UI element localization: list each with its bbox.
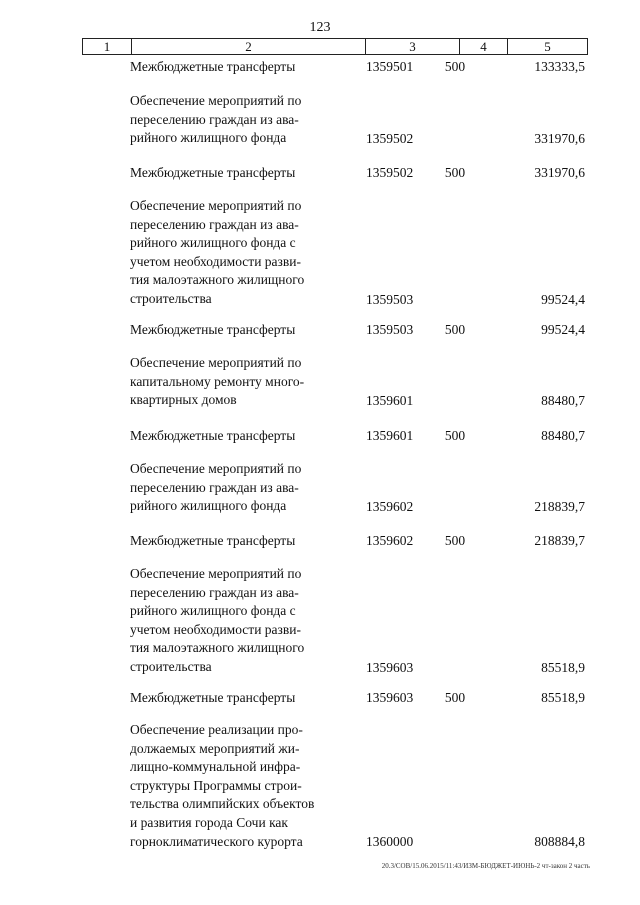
header-col-3: 3 [366,39,460,54]
row-name: Обеспечение мероприятий по переселению граждан из ава- рийного жилищного фонда [130,93,302,146]
row-amount: 88480,7 [541,393,585,408]
row-code: 1359601 [366,393,414,408]
row-name: Межбюджетные трансферты [130,533,296,548]
table-row [0,321,640,339]
table-row [0,58,640,76]
row-name: Обеспечение мероприятий по переселению граждан из ава- рийного жилищного фонда с учетом необходимости разви- тия малоэтажного жилищного строительства [130,566,305,674]
row-code: 1359601 [366,428,414,443]
row-code: 1359503 [366,292,414,307]
row-code: 1359602 [366,533,414,548]
row-amount: 88480,7 [541,428,585,443]
row-name: Межбюджетные трансферты [130,59,296,74]
row-amount: 331970,6 [534,131,585,146]
header-col-2: 2 [132,39,366,54]
row-code: 1359502 [366,131,414,146]
row-amount: 218839,7 [534,499,585,514]
row-type: 500 [444,428,466,443]
document-footer-reference: 20.3/СОВ/15.06.2015/11:43/ИЗМ-БЮДЖЕТ-ИЮНЬ-2 чт-закон 2 часть [381,862,590,870]
header-col-4: 4 [460,39,508,54]
row-amount: 808884,8 [534,834,585,849]
page-number: 123 [309,20,331,35]
row-amount: 133333,5 [534,59,585,74]
row-name: Обеспечение мероприятий по капитальному ремонту много- квартирных домов [130,355,305,408]
row-type: 500 [444,533,466,548]
row-type: 500 [444,690,466,705]
row-amount: 331970,6 [534,165,585,180]
row-name: Обеспечение мероприятий по переселению граждан из ава- рийного жилищного фонда с учетом необходимости разви- тия малоэтажного жилищного строительства [130,198,305,306]
row-name: Межбюджетные трансферты [130,322,296,337]
table-row [0,460,640,516]
row-code: 1359603 [366,660,414,675]
table-row [0,427,640,445]
row-amount: 99524,4 [541,322,585,337]
row-name: Межбюджетные трансферты [130,165,296,180]
row-code: 1359602 [366,499,414,514]
table-row [0,689,640,707]
table-row [0,197,640,309]
header-col-5: 5 [544,39,551,54]
row-amount: 85518,9 [541,690,585,705]
row-amount: 218839,7 [534,533,585,548]
row-type: 500 [444,322,466,337]
row-code: 1360000 [366,834,414,849]
table-row [0,721,640,851]
table-row [0,92,640,148]
row-type: 500 [444,165,466,180]
row-amount: 85518,9 [541,660,585,675]
row-code: 1359603 [366,690,414,705]
row-code: 1359502 [366,165,414,180]
row-amount: 99524,4 [541,292,585,307]
table-row [0,532,640,550]
row-name: Межбюджетные трансферты [130,690,296,705]
table-row [0,164,640,182]
row-name: Межбюджетные трансферты [130,428,296,443]
table-row [0,354,640,410]
header-col-1: 1 [83,39,132,54]
row-type: 500 [444,59,466,74]
row-code: 1359503 [366,322,414,337]
table-row [0,565,640,677]
row-code: 1359501 [366,59,414,74]
row-name: Обеспечение реализации про- должаемых мероприятий жи- лищно-коммунальной инфра- структуры Программы строи- тельства олимпийских объектов и развития города Сочи как горноклиматического курорта [130,722,315,849]
row-name: Обеспечение мероприятий по переселению граждан из ава- рийного жилищного фонда [130,461,302,514]
